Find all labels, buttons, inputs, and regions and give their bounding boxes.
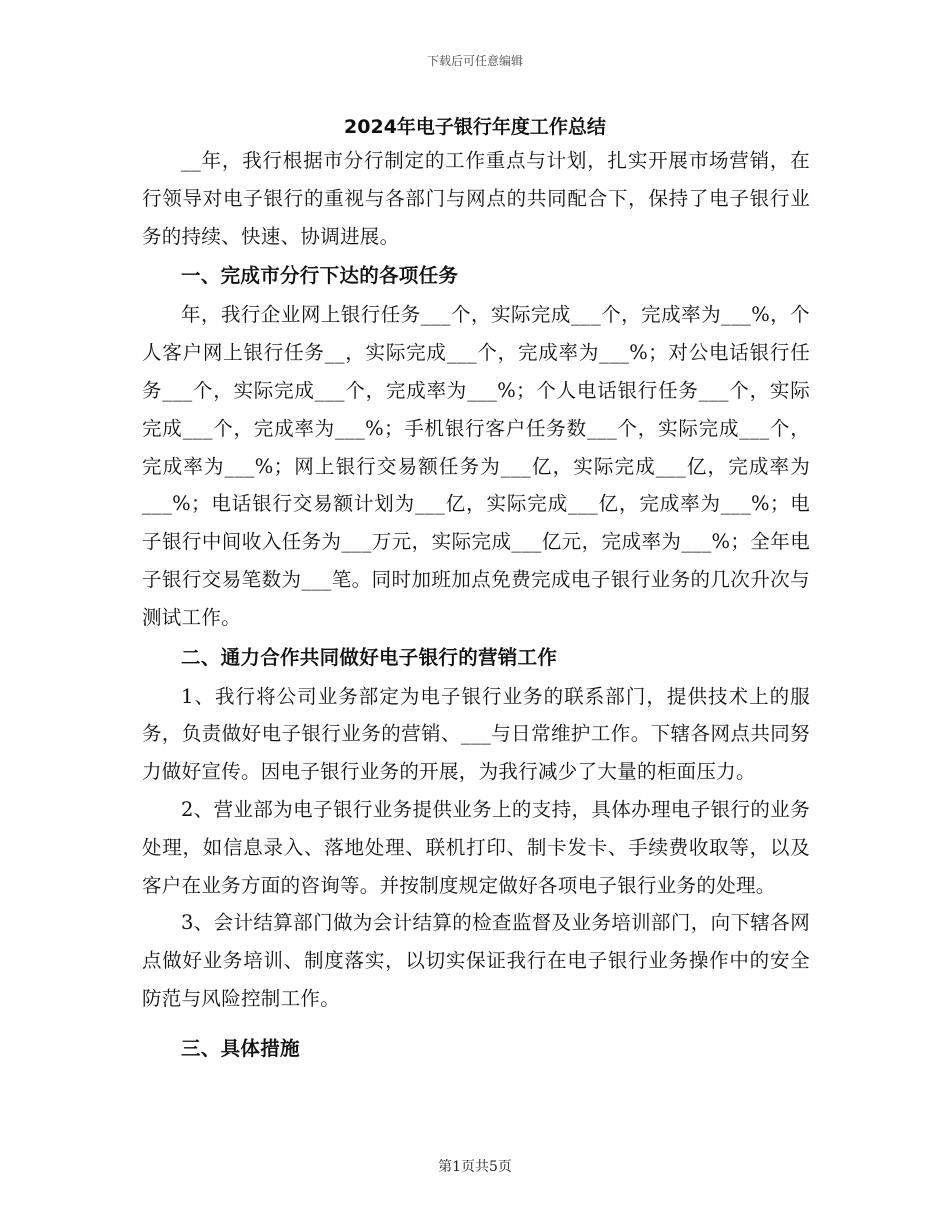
page-header-note: 下载后可任意编辑 (426, 54, 523, 68)
document-title: 2024年电子银行年度工作总结 (344, 116, 606, 138)
document-body (142, 142, 810, 1069)
section2-paragraph-1: 1、我行将公司业务部定为电子银行业务的联系部门，提供技术上的服务，负责做好电子银行业务的营销、___与日常维护工作。下辖各网点共同努力做好宣传。因电子银行业务的开展，为我行减少了大量的柜面压力。 (142, 684, 810, 784)
intro-paragraph: __年，我行根据市分行制定的工作重点与计划，扎实开展市场营销，在行领导对电子银行的重视与各部门与网点的共同配合下，保持了电子银行业务的持续、快速、协调进展。 (142, 149, 810, 248)
section-heading-2: 二、通力合作共同做好电子银行的营销工作 (181, 645, 558, 669)
section-heading-3: 三、具体措施 (181, 1036, 300, 1060)
section-heading-1: 一、完成市分行下达的各项任务 (181, 264, 459, 288)
section1-paragraph: 年，我行企业网上银行任务___个，实际完成___个，完成率为___%，个人客户网上银行任务__，实际完成___个，完成率为___%；对公电话银行任务___个，实际完成___个，完成率为___%；个人电话银行任务___个，实际完成___个，完成率为___%；手机银行客户任务数___个，实际完成___个，完成率为___%；网上银行交易额任务为___亿，实际完成___亿，完成率为___%；电话银行交易额计划为___亿，实际完成___亿，完成率为___%；电子银行中间收入任务为___万元，实际完成___亿元，完成率为___%；全年电子银行交易笔数为___笔。同时加班加点免费完成电子银行业务的几次升次与测试工作。 (142, 303, 810, 629)
page-number: 第1页共5页 (438, 1159, 512, 1175)
section2-paragraph-3: 3、会计结算部门做为会计结算的检查监督及业务培训部门，向下辖各网点做好业务培训、制度落实，以切实保证我行在电子银行业务操作中的安全防范与风险控制工作。 (142, 911, 810, 1010)
section2-paragraph-2: 2、营业部为电子银行业务提供业务上的支持，具体办理电子银行的业务处理，如信息录入、落地处理、联机打印、制卡发卡、手续费收取等，以及客户在业务方面的咨询等。并按制度规定做好各项电子银行业务的处理。 (142, 797, 810, 897)
